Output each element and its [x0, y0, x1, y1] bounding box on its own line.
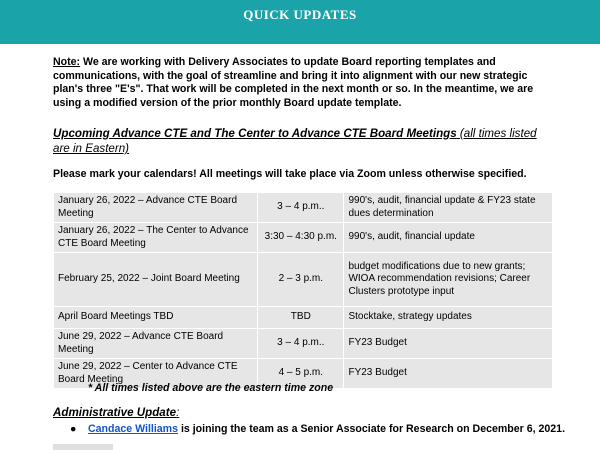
table-row: [54, 253, 553, 307]
time-zone-footnote: * All times listed above are the eastern time zone: [88, 382, 334, 394]
topics-cell: FY23 Budget: [344, 359, 553, 389]
cropped-next-line: [53, 444, 113, 450]
banner-title: QUICK UPDATES: [243, 7, 357, 22]
time-cell: 3:30 – 4:30 p.m.: [258, 223, 344, 253]
meeting-cell: April Board Meetings TBD: [54, 307, 258, 329]
meeting-cell: June 29, 2022 – Center to Advance CTE Board Meeting: [54, 359, 258, 389]
note-label: Note:: [53, 56, 81, 68]
time-cell: 3 – 4 p.m..: [258, 329, 344, 359]
topics-cell: 990's, audit, financial update & FY23 state dues determination: [344, 193, 553, 223]
table-row: [54, 307, 553, 329]
meeting-cell: June 29, 2022 – Advance CTE Board Meeting: [54, 329, 258, 359]
note-paragraph: [53, 56, 553, 110]
meetings-heading: [53, 126, 553, 156]
admin-update-bullet: [70, 423, 570, 435]
table-row: [54, 329, 553, 359]
topics-cell: budget modifications due to new grants; WIOA recommendation revisions; Career Clusters prototype input: [344, 253, 553, 307]
meeting-cell: January 26, 2022 – Advance CTE Board Meeting: [54, 193, 258, 223]
meetings-heading-timezone: (all times listed are in Eastern): [53, 127, 537, 155]
meeting-cell: January 26, 2022 – The Center to Advance CTE Board Meeting: [54, 223, 258, 253]
admin-update-heading: [53, 406, 179, 419]
topics-cell: FY23 Budget: [344, 329, 553, 359]
time-cell: 3 – 4 p.m..: [258, 193, 344, 223]
calendar-instruction: Please mark your calendars! All meetings will take place via Zoom unless otherwise specified.: [53, 168, 527, 180]
time-cell: 4 – 5 p.m.: [258, 359, 344, 389]
topics-cell: Stocktake, strategy updates: [344, 307, 553, 329]
table-row: [54, 193, 553, 223]
bullet-dot-icon: ●: [70, 423, 77, 435]
meeting-cell: February 25, 2022 – Joint Board Meeting: [54, 253, 258, 307]
note-text: We are working with Delivery Associates to update Board reporting templates and communications, with the goal of streamline and bring it into alignment with our new strategic plan's three "E's". That work will be completed in the next month or so. In the meantime, we are using a modified version of the prior monthly Board update template.: [53, 56, 534, 109]
time-cell: TBD: [258, 307, 344, 329]
time-cell: 2 – 3 p.m.: [258, 253, 344, 307]
table-row: [54, 223, 553, 253]
topics-cell: 990's, audit, financial update: [344, 223, 553, 253]
admin-update-bullet-text: is joining the team as a Senior Associate for Research on December 6, 2021.: [178, 423, 566, 435]
meetings-heading-text: Upcoming Advance CTE and The Center to Advance CTE Board Meetings: [53, 127, 457, 140]
candace-williams-link[interactable]: Candace Williams: [88, 423, 178, 435]
admin-update-heading-colon: :: [176, 406, 180, 419]
meetings-table: [53, 192, 553, 389]
admin-update-heading-text: Administrative Update: [53, 406, 177, 419]
quick-updates-banner: [0, 0, 600, 44]
